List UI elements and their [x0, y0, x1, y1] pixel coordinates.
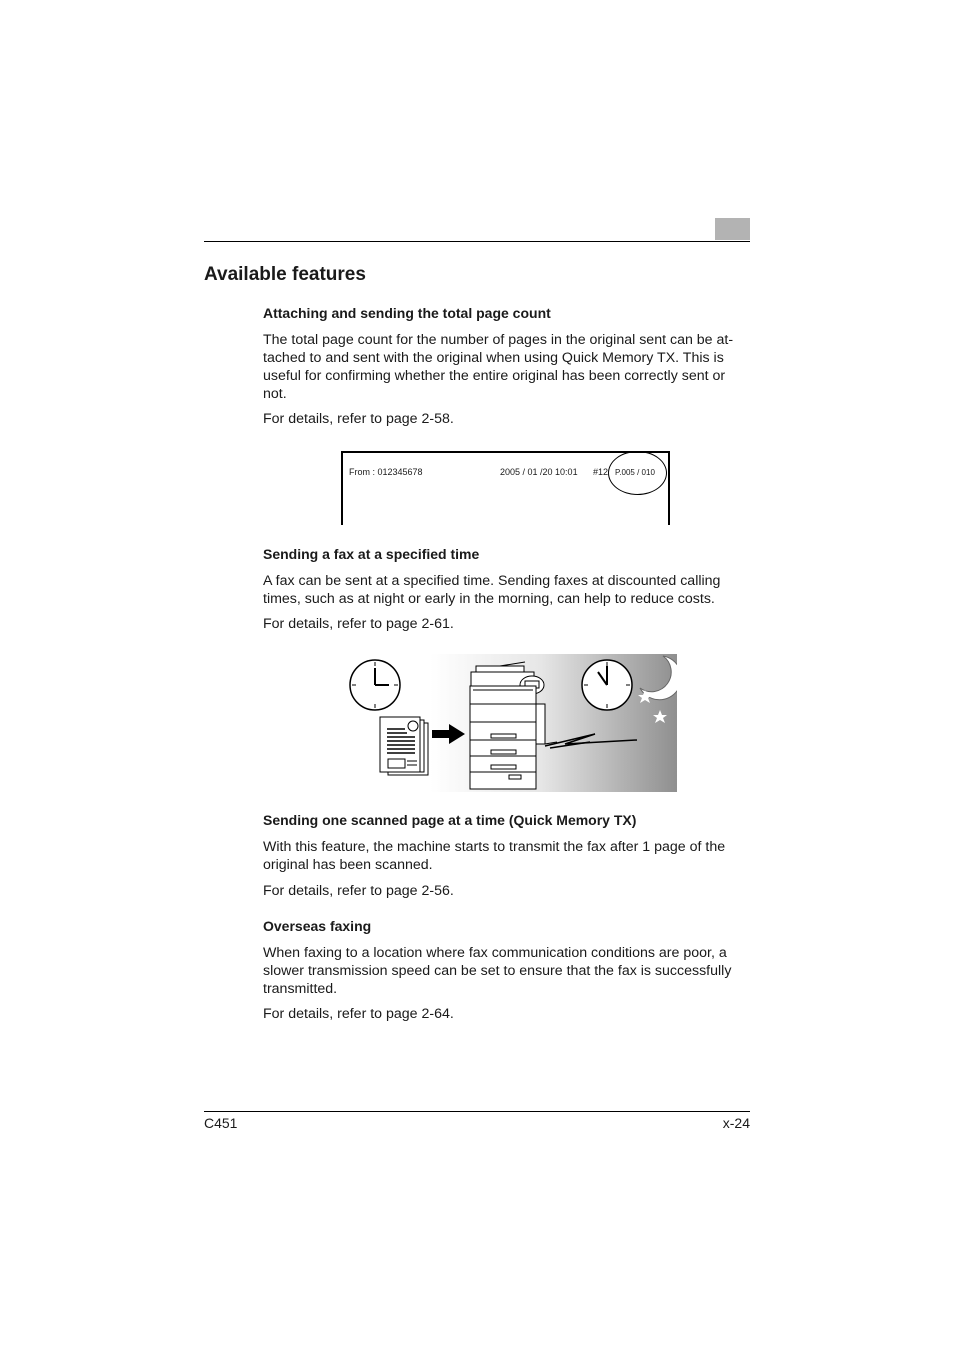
body-line: not.	[263, 386, 287, 402]
footer-rule	[204, 1111, 750, 1112]
fax-datetime: 2005 / 01 /20 10:01	[500, 467, 578, 477]
body-line: transmitted.	[263, 981, 338, 997]
page-count-highlight-circle	[608, 451, 667, 495]
clock-icon	[582, 660, 632, 710]
chapter-tab	[715, 218, 750, 240]
fax-page-count: P.005 / 010	[615, 468, 655, 477]
fax-job-number: #12	[593, 467, 609, 477]
page-reference: For details, refer to page 2-58.	[263, 411, 454, 427]
body-line: useful for confirming whether the entire original has been correctly sent or	[263, 368, 726, 384]
body-line: original has been scanned.	[263, 857, 433, 873]
footer-page-number: x-24	[722, 1115, 750, 1131]
body-line: When faxing to a location where fax communication conditions are poor, a	[263, 945, 727, 961]
section-body	[263, 838, 751, 874]
body-line: A fax can be sent at a specified time. Sending faxes at discounted calling	[263, 573, 721, 589]
section-body	[263, 572, 751, 608]
body-line: The total page count for the number of pages in the original sent can be at-	[263, 332, 734, 348]
page-reference: For details, refer to page 2-61.	[263, 616, 454, 632]
page-reference: For details, refer to page 2-64.	[263, 1006, 454, 1022]
body-line: With this feature, the machine starts to transmit the fax after 1 page of the	[263, 839, 726, 855]
paper-top-edge	[341, 451, 670, 453]
body-line: times, such as at night or early in the morning, can help to reduce costs.	[263, 591, 715, 607]
page-title: Available features	[204, 264, 366, 285]
page-reference: For details, refer to page 2-56.	[263, 883, 454, 899]
night-background	[430, 654, 677, 792]
section-heading: Sending a fax at a specified time	[263, 546, 480, 562]
section-heading: Attaching and sending the total page count	[263, 305, 551, 321]
body-line: slower transmission speed can be set to ensure that the fax is successfully	[263, 963, 732, 979]
fax-from: From : 012345678	[349, 467, 423, 477]
paper-left-edge	[341, 451, 343, 525]
footer-model-name: C451	[204, 1115, 238, 1131]
fax-header-figure	[341, 451, 671, 526]
section-heading: Sending one scanned page at a time (Quick Memory TX)	[263, 812, 637, 828]
body-line: tached to and sent with the original when using Quick Memory TX. This is	[263, 350, 724, 366]
timed-fax-figure	[345, 654, 677, 792]
header-rule	[204, 241, 750, 242]
document-icon	[380, 717, 428, 775]
section-heading: Overseas faxing	[263, 918, 372, 934]
section-body	[263, 331, 751, 403]
clock-icon	[350, 660, 400, 710]
paper-right-edge	[668, 451, 670, 525]
section-body	[263, 944, 751, 998]
